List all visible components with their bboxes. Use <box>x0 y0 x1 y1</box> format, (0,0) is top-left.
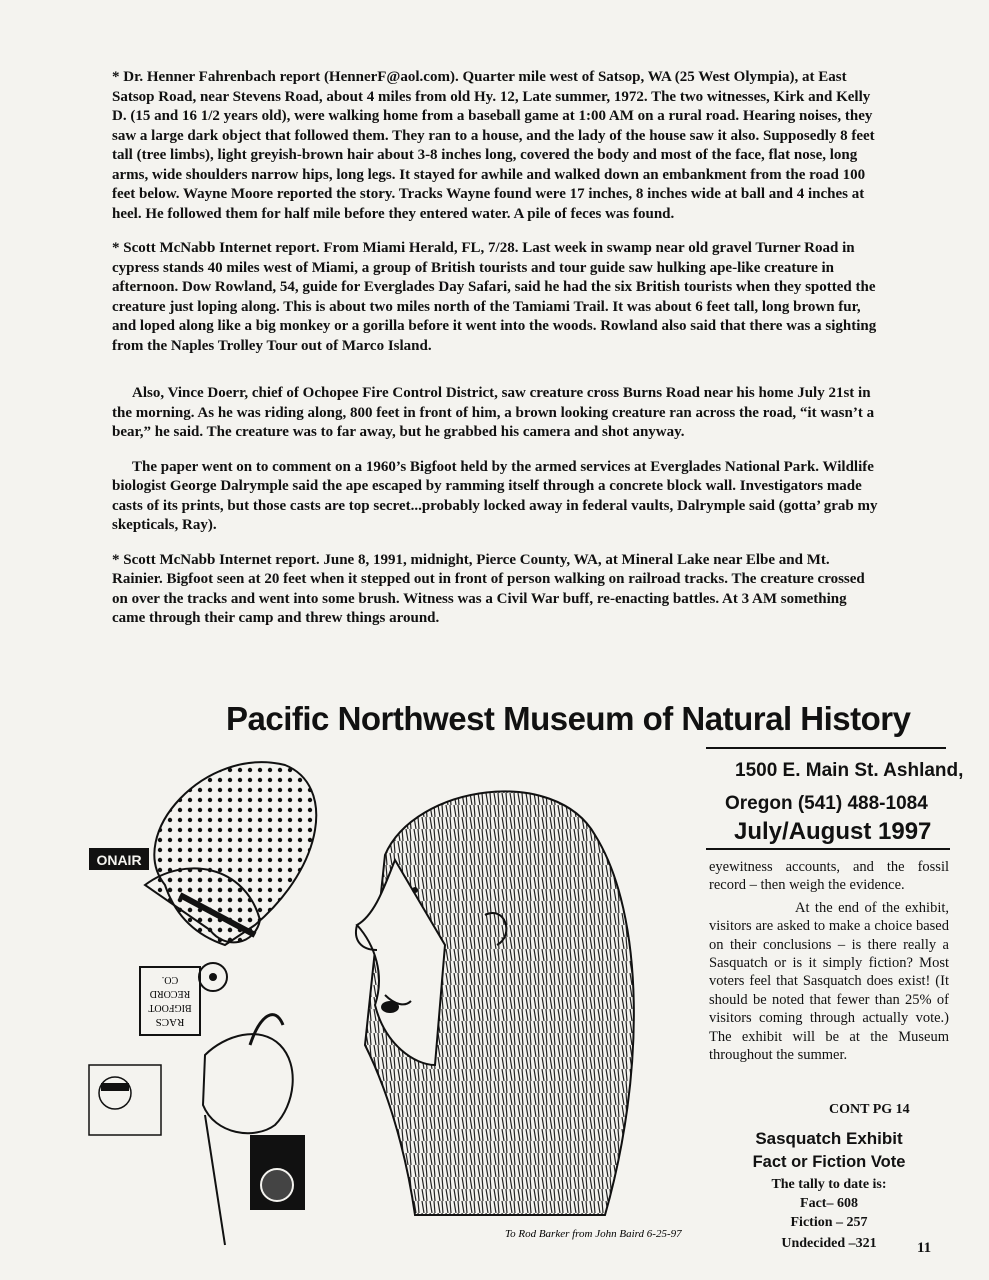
bigfoot-head <box>356 791 634 1215</box>
museum-phone: Oregon (541) 488-1084 <box>725 793 928 814</box>
museum-title: Pacific Northwest Museum of Natural History <box>226 700 911 737</box>
bigfoot-radio-illustration <box>85 745 710 1255</box>
sign-line-3: RECORD <box>149 988 191 999</box>
exhibit-column <box>709 858 949 1068</box>
report-mcnabb-miami: * Scott McNabb Internet report. From Miami Herald, FL, 7/28. Last week in swamp near old gravel Turner Road in cypress stands 40 miles west of Miami, a group of British tourists and tour guide saw hulking ape-like creature in afternoon. Dow Rowland, 54, guide for Everglades Day Safari, said he had the six British tourists when they spotted the creature just loping along. This is about two miles north of the Tamiami Trail. It was about 6 feet tall, long brown fur, and loped along like a big monkey or a gorilla before it went into the woods. Rowland also said that there was a sighting from the Naples Trolley Tour out of Marco Island. <box>112 240 877 354</box>
report-doerr: Also, Vince Doerr, chief of Ochopee Fire Control District, saw creature cross Burns Road near his home July 21st in the morning. As he was riding along, 800 feet in front of him, a brown looking creature ran across the road, “it wasn’t a bear,” he said. The creature was to far away, but he grabbed his camera and shot anyway. <box>112 385 875 440</box>
page-number: 11 <box>917 1240 932 1256</box>
continued-note: CONT PG 14 <box>829 1102 910 1117</box>
dj-figure <box>89 1065 161 1135</box>
divider-top <box>706 747 946 749</box>
vote-title: Sasquatch Exhibit <box>755 1129 903 1148</box>
exhibit-text-1: eyewitness accounts, and the fossil record – then weigh the evidence. <box>709 859 949 894</box>
sign-line-2: BIGFOOT <box>148 1002 192 1013</box>
speaker-icon <box>250 1135 305 1210</box>
exhibit-text-2: At the end of the exhibit, visitors are asked to make a choice based on their conclusions – is there really a Sasquatch or is it simply fiction? Most voters feel that Sasquatch does exist! (It should be noted that fewer than 25% of visitors coming through actually vote.) The exhibit will be at the Museum throughout the summer. <box>709 899 949 1064</box>
on-air-sign <box>89 848 149 870</box>
record-sign <box>140 967 200 1035</box>
microphone-icon <box>145 762 316 945</box>
tally-undecided: Undecided –321 <box>781 1236 877 1251</box>
sign-line-4: CO. <box>161 974 179 985</box>
vote-subtitle: Fact or Fiction Vote <box>752 1153 906 1171</box>
report-fahrenbach: * Dr. Henner Fahrenbach report (HennerF@aol.com). Quarter mile west of Satsop, WA (25 West Olympia), at East Satsop Road, near Stevens Road, about 4 miles from old Hy. 12, Late summer, 1972. The two witnesses, Kirk and Kelly D. (15 and 16 1/2 years old), were walking home from a baseball game at 1:00 AM on a rural road. Hearing noises, they saw a large dark object that followed them. They ran to a house, and the lady of the house saw it also. Supposedly 8 feet tall (tree limbs), light greyish-brown hair about 3-8 inches long, covered the body and most of the face, flat nose, long arms, wide shoulders narrow hips, long legs. It stayed for awhile and walked down an embankment from the road 100 feet below. Wayne Moore reported the story. Tracks Wayne found were 17 inches, 8 inches wide at ball and 4 inches at heel. He followed them for half mile before they entered water. A pile of feces was found. <box>112 69 875 222</box>
on-air-label: ONAIR <box>96 852 142 868</box>
tally-fiction: Fiction – 257 <box>790 1215 868 1230</box>
hand-with-banana <box>203 1015 293 1245</box>
tally-label: The tally to date is: <box>771 1177 887 1192</box>
report-everglades-park: The paper went on to comment on a 1960’s Bigfoot held by the armed services at Everglades National Park. Wildlife biologist George Dalrymple said the ape escaped by ramming itself through a concrete block wall. Investigators made casts of its prints, but those casts are top secret...probably locked away in federal vaults, Dalrymple said (gotta’ grab my skepticals, Ray). <box>112 458 878 533</box>
article-body <box>112 68 882 644</box>
sign-line-1: RACS <box>155 1016 185 1028</box>
film-reel-icon <box>199 963 227 991</box>
artist-signature: To Rod Barker from John Baird 6-25-97 <box>505 1228 682 1240</box>
issue-date: July/August 1997 <box>734 818 932 845</box>
museum-address: 1500 E. Main St. Ashland, <box>735 760 964 781</box>
tally-fact: Fact– 608 <box>800 1196 858 1211</box>
divider-bottom <box>706 848 950 850</box>
report-mcnabb-pierce: * Scott McNabb Internet report. June 8, 1991, midnight, Pierce County, WA, at Mineral Lake near Elbe and Mt. Rainier. Bigfoot seen at 20 feet when it stepped out in front of person walking on railroad tracks. The creature crossed on over the tracks and went into some brush. Witness was a Civil War buff, re-enacting battles. At 3 AM something came through their camp and threw things around. <box>112 551 865 626</box>
